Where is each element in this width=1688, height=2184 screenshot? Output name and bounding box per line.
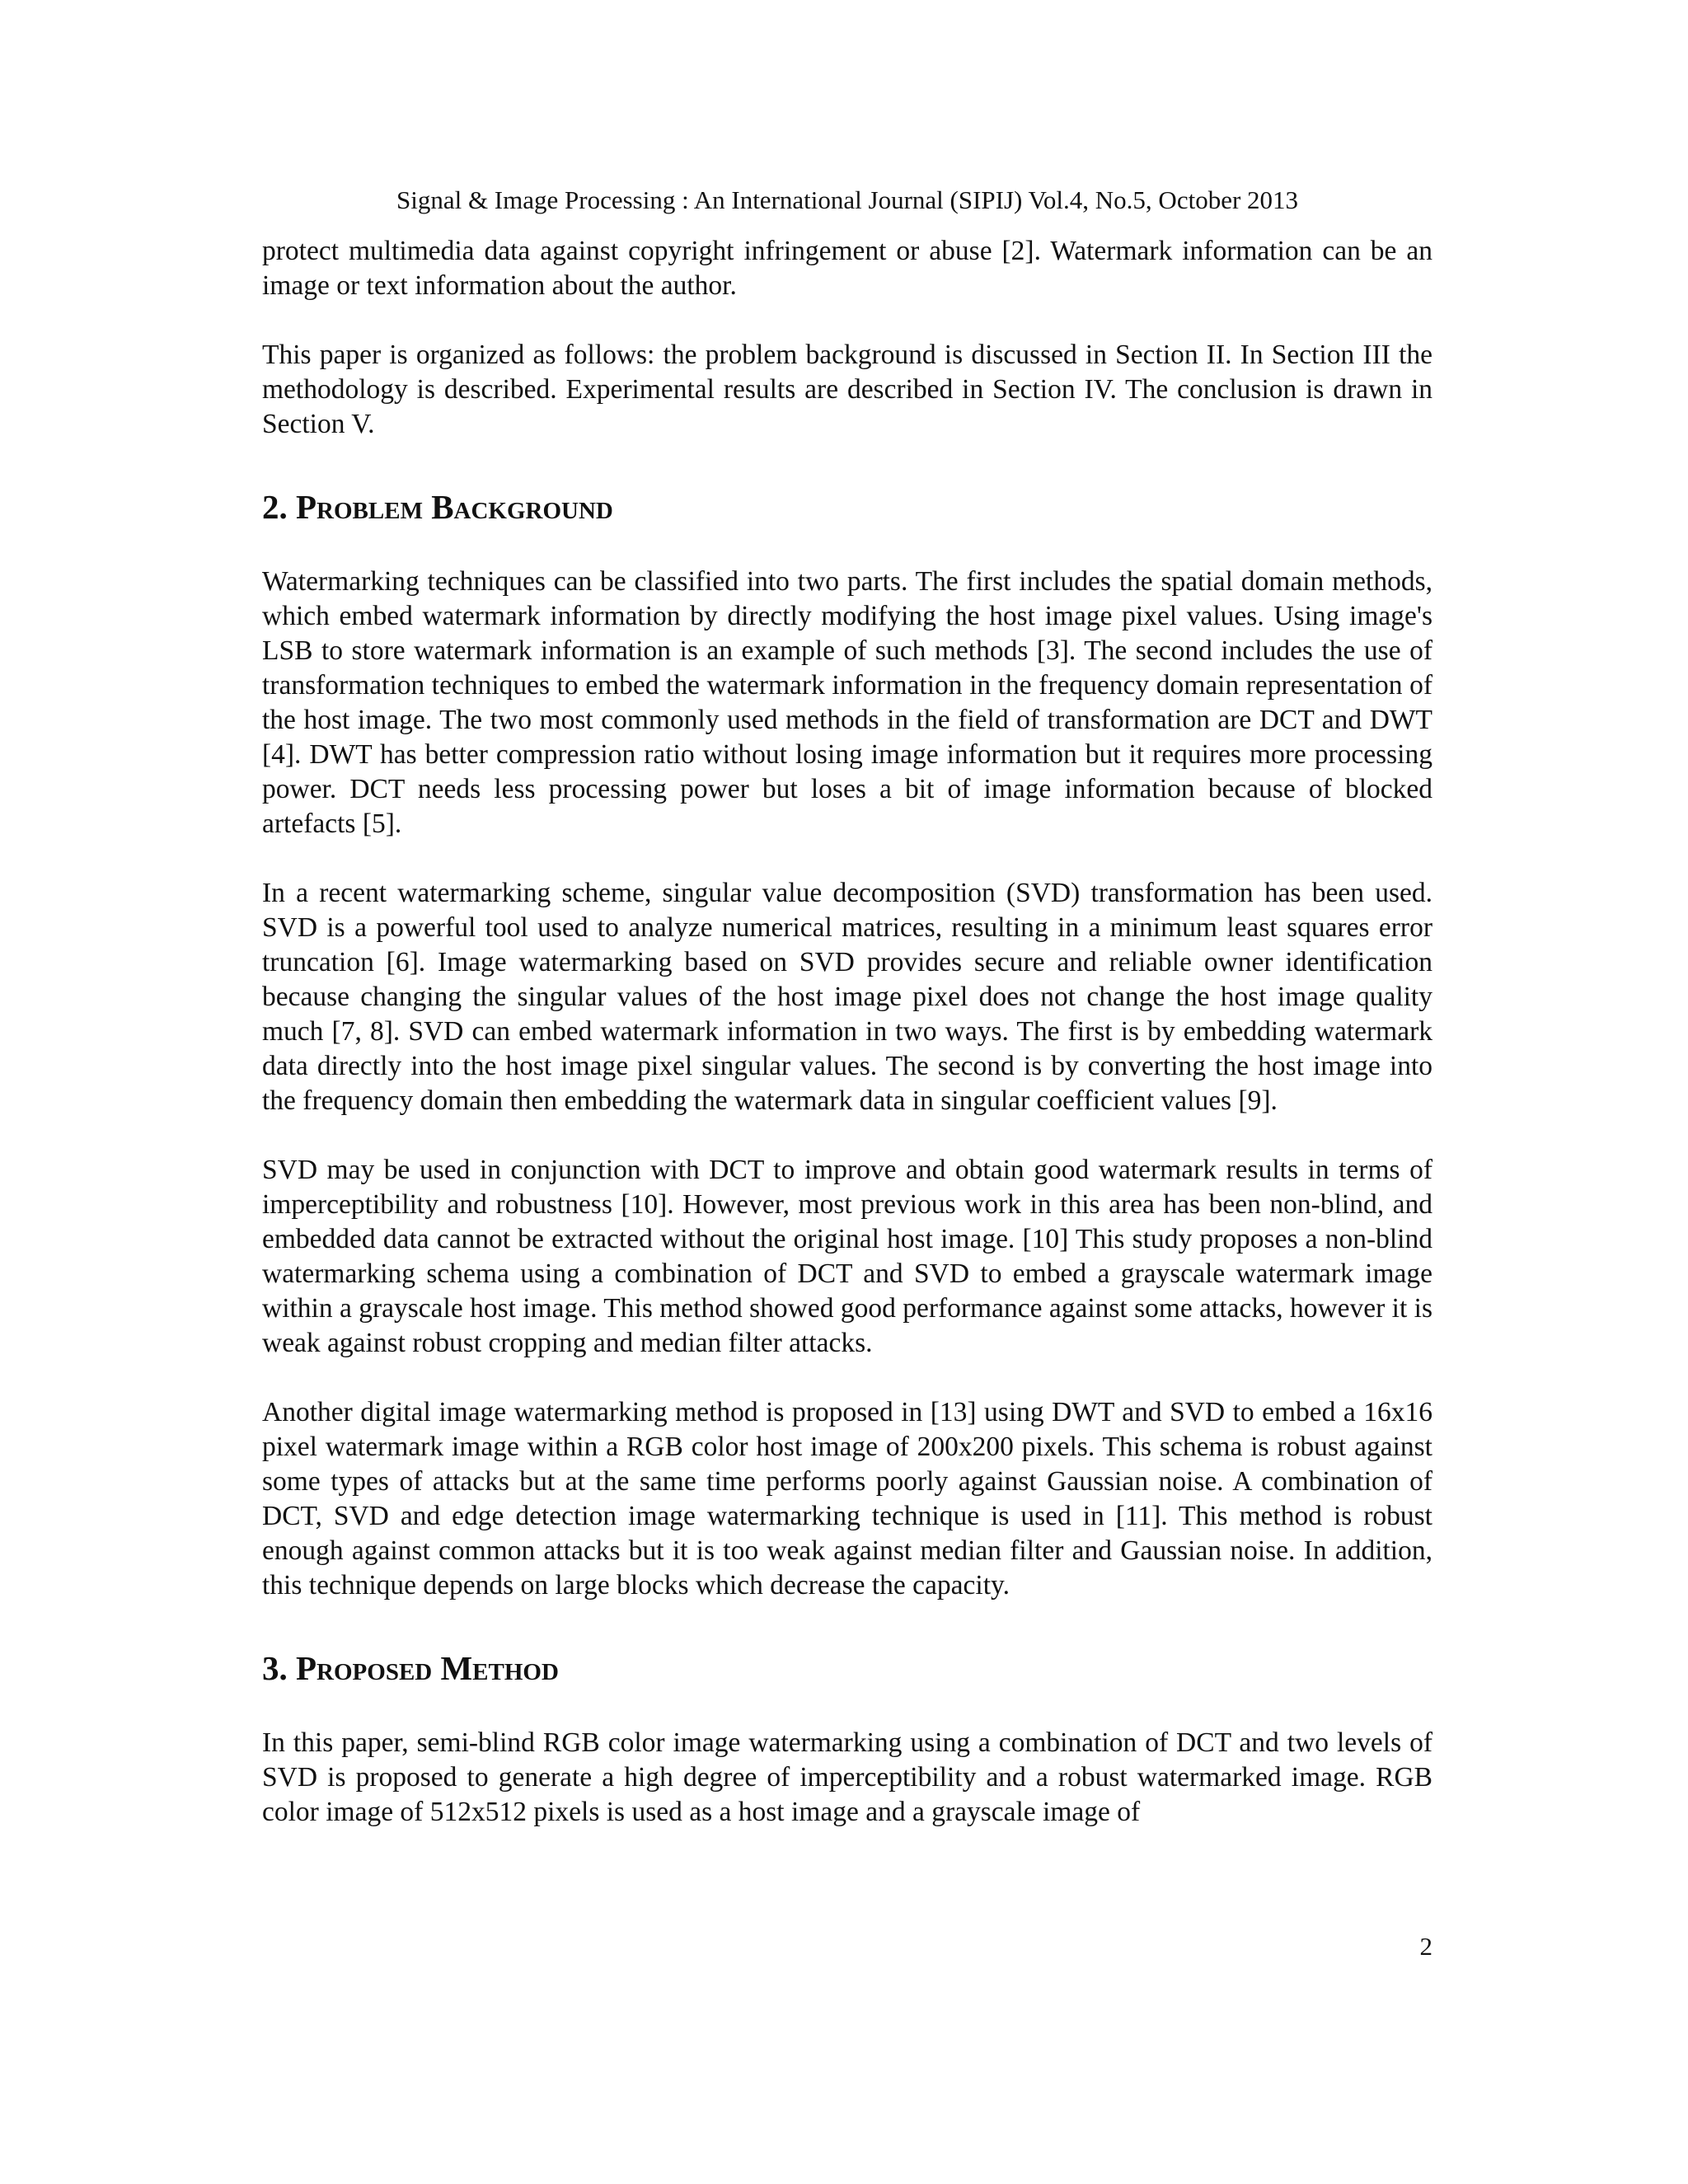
section-heading-problem-background: 2. Problem Background (262, 488, 613, 526)
paragraph-section2-4: Another digital image watermarking method is proposed in [13] using DWT and SVD to embed a 16x16 pixel watermark image within a RGB color host image of 200x200 pixels. This schema is robust against some types of attacks but at the same time performs poorly against Gaussian noise. A combination of DCT, SVD and edge detection image watermarking technique is used in [11]. This method is robust enough against common attacks but it is too weak against median filter and Gaussian noise. In addition, this technique depends on large blocks which decrease the capacity. (262, 1397, 1432, 1601)
body-text (262, 234, 1432, 1830)
paragraph-intro-2: This paper is organized as follows: the problem background is discussed in Section II. In Section III the methodology is described. Experimental results are described in Section IV. The conclusion is drawn in Section V. (262, 340, 1432, 439)
running-header: Signal & Image Processing : An International Journal (SIPIJ) Vol.4, No.5, October 2013 (396, 185, 1299, 214)
paragraph-section3-1: In this paper, semi-blind RGB color image watermarking using a combination of DCT and two levels of SVD is proposed to generate a high degree of imperceptibility and a robust watermarked image. RGB color image of 512x512 pixels is used as a host image and a grayscale image of (262, 1727, 1432, 1827)
paragraph-intro-1: protect multimedia data against copyright infringement or abuse [2]. Watermark information can be an image or text information about the author. (262, 236, 1432, 301)
section-heading-proposed-method: 3. Proposed Method (262, 1649, 559, 1687)
page-number: 2 (1419, 1932, 1432, 1961)
paragraph-section2-1: Watermarking techniques can be classified into two parts. The first includes the spatial domain methods, which embed watermark information by directly modifying the host image pixel values. Using image's LSB to store watermark information is an example of such methods [3]. The second includes the use of transformation techniques to embed the watermark information in the frequency domain representation of the host image. The two most commonly used methods in the field of transformation are DCT and DWT [4]. DWT has better compression ratio without losing image information but it requires more processing power. DCT needs less processing power but loses a bit of image information because of blocked artefacts [5]. (262, 566, 1432, 839)
paragraph-section2-3: SVD may be used in conjunction with DCT to improve and obtain good watermark results in terms of imperceptibility and robustness [10]. However, most previous work in this area has been non-blind, and embedded data cannot be extracted without the original host image. [10] This study proposes a non-blind watermarking schema using a combination of DCT and SVD to embed a grayscale watermark image within a grayscale host image. This method showed good performance against some attacks, however it is weak against robust cropping and median filter attacks. (262, 1155, 1432, 1358)
paragraph-section2-2: In a recent watermarking scheme, singular value decomposition (SVD) transformation has been used. SVD is a powerful tool used to analyze numerical matrices, resulting in a minimum least squares error truncation [6]. Image watermarking based on SVD provides secure and reliable owner identification because changing the singular values of the host image pixel does not change the host image quality much [7, 8]. SVD can embed watermark information in two ways. The first is by embedding watermark data directly into the host image pixel singular values. The second is by converting the host image into the frequency domain then embedding the watermark data in singular coefficient values [9]. (262, 878, 1432, 1116)
